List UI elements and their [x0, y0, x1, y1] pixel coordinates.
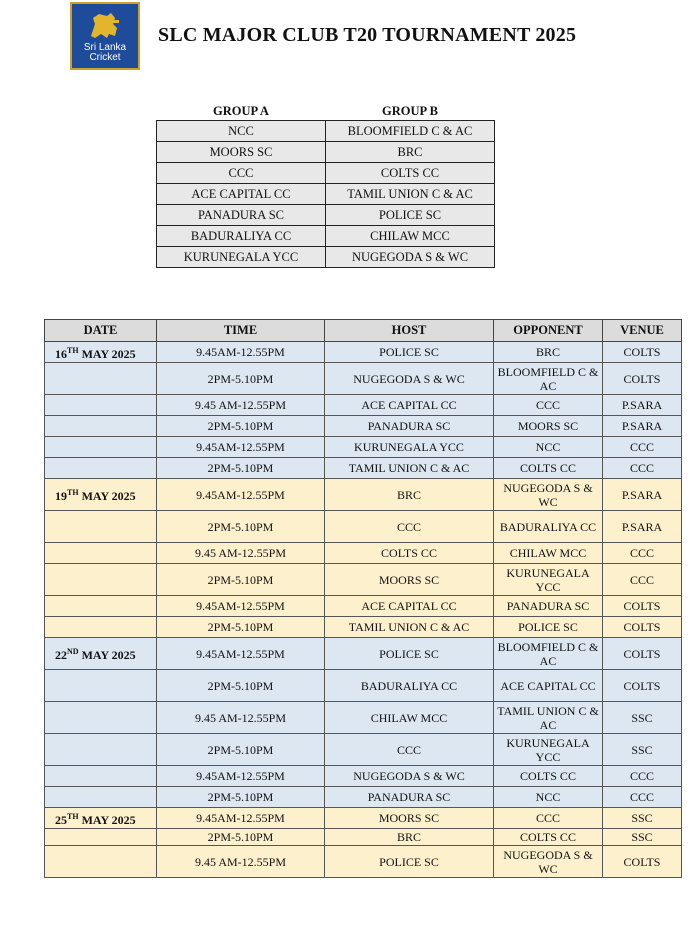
sri-lanka-cricket-logo [70, 2, 140, 70]
venue-cell: COLTS [603, 670, 682, 702]
host-cell: CHILAW MCC [325, 702, 494, 734]
schedule-row [45, 363, 682, 395]
time-cell: 9.45AM-12.55PM [157, 479, 325, 511]
group-row [157, 163, 495, 184]
venue-cell: COLTS [603, 617, 682, 638]
schedule-row [45, 416, 682, 437]
host-cell: NUGEGODA S & WC [325, 766, 494, 787]
time-cell: 9.45 AM-12.55PM [157, 846, 325, 878]
schedule-row [45, 670, 682, 702]
time-cell: 9.45AM-12.55PM [157, 437, 325, 458]
opponent-cell: TAMIL UNION C & AC [494, 702, 603, 734]
date-day: 22 [55, 648, 67, 662]
opponent-cell: BLOOMFIELD C & AC [494, 638, 603, 670]
group-b-header: GROUP B [326, 103, 495, 121]
time-cell: 9.45AM-12.55PM [157, 638, 325, 670]
logo-text [84, 43, 126, 63]
opponent-cell: NUGEGODA S & WC [494, 846, 603, 878]
group-b-team: BLOOMFIELD C & AC [326, 121, 495, 142]
time-cell: 9.45AM-12.55PM [157, 808, 325, 829]
opponent-cell: ACE CAPITAL CC [494, 670, 603, 702]
host-cell: BRC [325, 829, 494, 846]
date-suffix: TH [67, 811, 79, 821]
schedule-row [45, 702, 682, 734]
schedule-row [45, 342, 682, 363]
venue-cell: COLTS [603, 846, 682, 878]
date-cell [45, 596, 157, 617]
group-a-team: BADURALIYA CC [157, 226, 326, 247]
venue-cell: P.SARA [603, 479, 682, 511]
host-cell: NUGEGODA S & WC [325, 363, 494, 395]
schedule-row [45, 734, 682, 766]
host-cell: ACE CAPITAL CC [325, 395, 494, 416]
date-cell [45, 437, 157, 458]
venue-cell: CCC [603, 787, 682, 808]
schedule-row [45, 458, 682, 479]
opponent-cell: PANADURA SC [494, 596, 603, 617]
group-row [157, 247, 495, 268]
date-suffix: TH [67, 345, 79, 355]
venue-cell: CCC [603, 543, 682, 564]
date-cell [45, 766, 157, 787]
date-cell [45, 395, 157, 416]
opponent-cell: BADURALIYA CC [494, 511, 603, 543]
group-row [157, 142, 495, 163]
schedule-row [45, 395, 682, 416]
time-cell: 2PM-5.10PM [157, 617, 325, 638]
venue-cell: COLTS [603, 596, 682, 617]
venue-cell: SSC [603, 702, 682, 734]
host-cell: KURUNEGALA YCC [325, 437, 494, 458]
host-cell: MOORS SC [325, 808, 494, 829]
opponent-cell: POLICE SC [494, 617, 603, 638]
schedule-row [45, 617, 682, 638]
schedule-row [45, 808, 682, 829]
date-cell [45, 808, 157, 829]
date-cell [45, 543, 157, 564]
group-row [157, 205, 495, 226]
venue-column-header: VENUE [603, 320, 682, 342]
date-month-year: MAY 2025 [78, 812, 136, 827]
group-b-team: TAMIL UNION C & AC [326, 184, 495, 205]
time-cell: 9.45AM-12.55PM [157, 342, 325, 363]
date-day: 16 [55, 346, 67, 361]
time-cell: 2PM-5.10PM [157, 363, 325, 395]
date-day: 19 [55, 489, 67, 503]
date-cell [45, 479, 157, 511]
date-cell [45, 458, 157, 479]
venue-cell: COLTS [603, 363, 682, 395]
opponent-cell: NCC [494, 437, 603, 458]
group-a-team: NCC [157, 121, 326, 142]
opponent-cell: NCC [494, 787, 603, 808]
date-cell [45, 617, 157, 638]
time-column-header: TIME [157, 320, 325, 342]
page-title: SLC MAJOR CLUB T20 TOURNAMENT 2025 [158, 24, 577, 46]
venue-cell: CCC [603, 766, 682, 787]
venue-cell: CCC [603, 458, 682, 479]
time-cell: 2PM-5.10PM [157, 511, 325, 543]
date-cell [45, 363, 157, 395]
time-cell: 2PM-5.10PM [157, 829, 325, 846]
venue-cell: P.SARA [603, 511, 682, 543]
logo-line-2: Cricket [89, 52, 121, 63]
opponent-column-header: OPPONENT [494, 320, 603, 342]
host-cell: POLICE SC [325, 846, 494, 878]
group-b-team: POLICE SC [326, 205, 495, 226]
group-row [157, 184, 495, 205]
time-cell: 9.45 AM-12.55PM [157, 395, 325, 416]
venue-cell: P.SARA [603, 395, 682, 416]
venue-cell: CCC [603, 564, 682, 596]
host-cell: PANADURA SC [325, 787, 494, 808]
group-row [157, 121, 495, 142]
host-cell: CCC [325, 511, 494, 543]
schedule-row [45, 787, 682, 808]
host-cell: PANADURA SC [325, 416, 494, 437]
host-column-header: HOST [325, 320, 494, 342]
time-cell: 9.45 AM-12.55PM [157, 702, 325, 734]
opponent-cell: BLOOMFIELD C & AC [494, 363, 603, 395]
date-cell [45, 846, 157, 878]
date-cell [45, 342, 157, 363]
group-a-team: ACE CAPITAL CC [157, 184, 326, 205]
date-cell [45, 702, 157, 734]
host-cell: TAMIL UNION C & AC [325, 617, 494, 638]
venue-cell: COLTS [603, 342, 682, 363]
time-cell: 9.45AM-12.55PM [157, 596, 325, 617]
host-cell: MOORS SC [325, 564, 494, 596]
host-cell: BRC [325, 479, 494, 511]
group-a-team: CCC [157, 163, 326, 184]
date-month-year: MAY 2025 [78, 346, 136, 361]
venue-cell: SSC [603, 829, 682, 846]
venue-cell: COLTS [603, 638, 682, 670]
groups-table [156, 103, 495, 268]
time-cell: 2PM-5.10PM [157, 458, 325, 479]
host-cell: COLTS CC [325, 543, 494, 564]
schedule-row [45, 479, 682, 511]
opponent-cell: CCC [494, 395, 603, 416]
schedule-row [45, 846, 682, 878]
schedule-table [44, 319, 682, 878]
opponent-cell: KURUNEGALA YCC [494, 734, 603, 766]
schedule-row [45, 437, 682, 458]
host-cell: BADURALIYA CC [325, 670, 494, 702]
opponent-cell: CCC [494, 808, 603, 829]
host-cell: TAMIL UNION C & AC [325, 458, 494, 479]
date-cell [45, 829, 157, 846]
group-b-team: NUGEGODA S & WC [326, 247, 495, 268]
schedule-row [45, 564, 682, 596]
date-column-header: DATE [45, 320, 157, 342]
group-a-header: GROUP A [157, 103, 326, 121]
schedule-row [45, 638, 682, 670]
schedule-row [45, 829, 682, 846]
opponent-cell: BRC [494, 342, 603, 363]
date-cell [45, 416, 157, 437]
group-a-team: PANADURA SC [157, 205, 326, 226]
host-cell: CCC [325, 734, 494, 766]
date-cell [45, 734, 157, 766]
lion-emblem-icon [87, 10, 123, 42]
group-b-team: COLTS CC [326, 163, 495, 184]
group-a-team: MOORS SC [157, 142, 326, 163]
opponent-cell: KURUNEGALA YCC [494, 564, 603, 596]
opponent-cell: COLTS CC [494, 766, 603, 787]
opponent-cell: COLTS CC [494, 829, 603, 846]
logo-line-1: Sri Lanka [83, 42, 127, 53]
venue-cell: P.SARA [603, 416, 682, 437]
venue-cell: SSC [603, 734, 682, 766]
opponent-cell: NUGEGODA S & WC [494, 479, 603, 511]
host-cell: POLICE SC [325, 638, 494, 670]
opponent-cell: COLTS CC [494, 458, 603, 479]
schedule-row [45, 543, 682, 564]
date-cell [45, 787, 157, 808]
time-cell: 2PM-5.10PM [157, 734, 325, 766]
schedule-row [45, 511, 682, 543]
date-month-year: MAY 2025 [78, 489, 136, 503]
host-cell: ACE CAPITAL CC [325, 596, 494, 617]
time-cell: 2PM-5.10PM [157, 787, 325, 808]
group-row [157, 226, 495, 247]
date-cell [45, 670, 157, 702]
time-cell: 2PM-5.10PM [157, 670, 325, 702]
time-cell: 9.45AM-12.55PM [157, 766, 325, 787]
group-a-team: KURUNEGALA YCC [157, 247, 326, 268]
time-cell: 2PM-5.10PM [157, 416, 325, 437]
host-cell: POLICE SC [325, 342, 494, 363]
opponent-cell: CHILAW MCC [494, 543, 603, 564]
opponent-cell: MOORS SC [494, 416, 603, 437]
time-cell: 9.45 AM-12.55PM [157, 543, 325, 564]
schedule-row [45, 596, 682, 617]
date-cell [45, 638, 157, 670]
date-suffix: ND [67, 647, 79, 656]
schedule-row [45, 766, 682, 787]
date-suffix: TH [67, 488, 79, 497]
group-b-team: CHILAW MCC [326, 226, 495, 247]
time-cell: 2PM-5.10PM [157, 564, 325, 596]
group-b-team: BRC [326, 142, 495, 163]
date-cell [45, 564, 157, 596]
venue-cell: SSC [603, 808, 682, 829]
date-cell [45, 511, 157, 543]
date-day: 25 [55, 812, 67, 827]
date-month-year: MAY 2025 [78, 648, 136, 662]
venue-cell: CCC [603, 437, 682, 458]
